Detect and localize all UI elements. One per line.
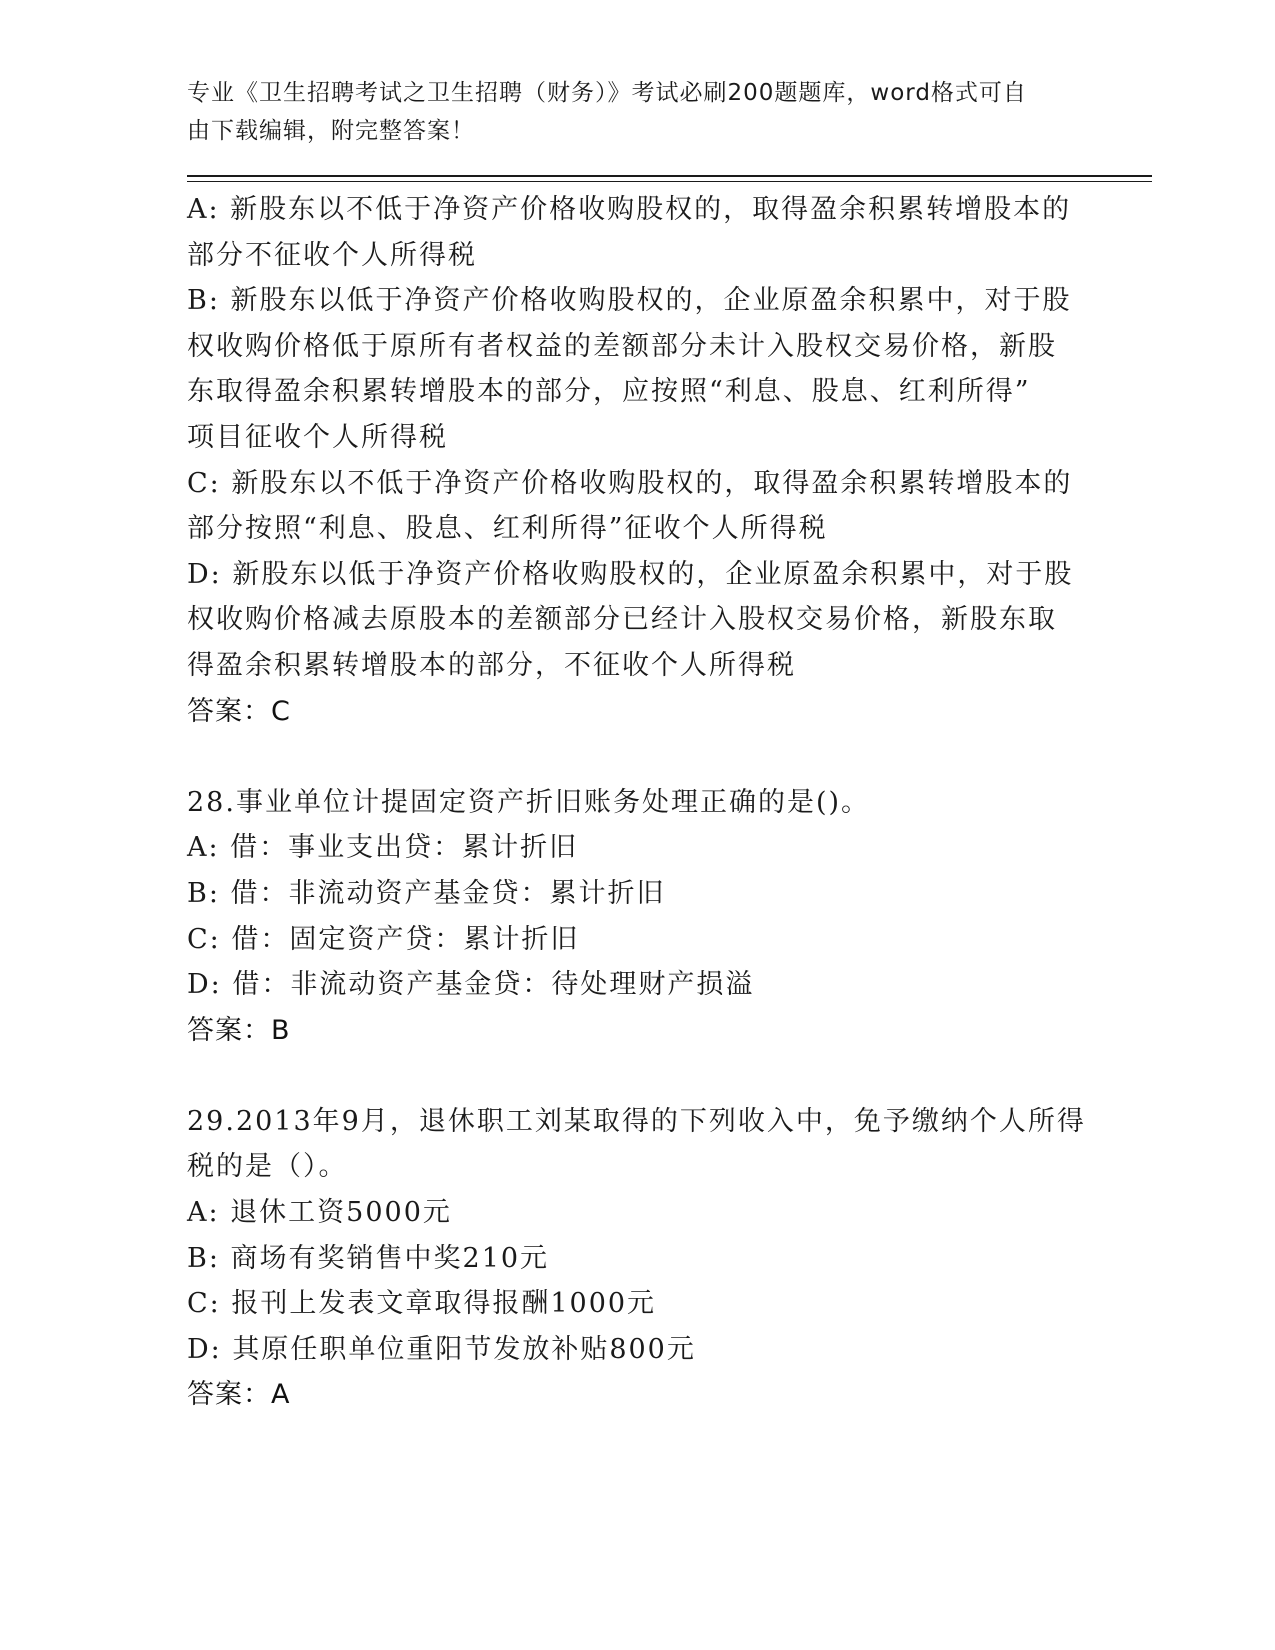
question-28 [187, 780, 1087, 1054]
option-b-line-1: B: 新股东以低于净资产价格收购股权的，企业原盈余积累中，对于股 [187, 285, 1072, 317]
option-a: A: 借：事业支出贷：累计折旧 [187, 832, 579, 864]
option-c-line-1: C: 新股东以不低于净资产价格收购股权的，取得盈余积累转增股本的 [187, 467, 1073, 499]
question-content [187, 187, 1087, 1418]
header-rule-thick [187, 175, 1152, 177]
document-header [187, 74, 1077, 150]
question-27 [187, 187, 1087, 734]
question-text-line-2: 税的是（）。 [187, 1151, 348, 1183]
answer: 答案：B [187, 1014, 291, 1046]
header-line-1: 专业《卫生招聘考试之卫生招聘（财务）》考试必刷200题题库，word格式可自 [187, 80, 1027, 106]
option-b-line-3: 东取得盈余积累转增股本的部分，应按照“利息、股息、红利所得” [187, 376, 1031, 408]
option-d-line-1: D: 新股东以低于净资产价格收购股权的，企业原盈余积累中，对于股 [187, 558, 1074, 590]
option-d: D: 其原任职单位重阳节发放补贴800元 [187, 1333, 696, 1365]
option-a: A: 退休工资5000元 [187, 1197, 452, 1229]
option-b: B: 商场有奖销售中奖210元 [187, 1242, 550, 1274]
option-a-line-2: 部分不征收个人所得税 [187, 239, 477, 271]
option-b [187, 278, 1087, 460]
option-d [187, 552, 1087, 689]
answer: 答案：C [187, 695, 291, 727]
header-line-2: 由下载编辑，附完整答案！ [187, 118, 475, 144]
spacer [187, 1053, 1087, 1099]
spacer [187, 734, 1087, 780]
option-c: C: 报刊上发表文章取得报酬1000元 [187, 1288, 657, 1320]
option-d-line-2: 权收购价格减去原股本的差额部分已经计入股权交易价格，新股东取 [187, 604, 1057, 636]
option-a [187, 187, 1087, 278]
question-29 [187, 1099, 1087, 1418]
option-c [187, 461, 1087, 552]
option-c-line-2: 部分按照“利息、股息、红利所得”征收个人所得税 [187, 513, 828, 545]
answer: 答案：A [187, 1379, 291, 1411]
question-text: 28.事业单位计提固定资产折旧账务处理正确的是()。 [187, 786, 871, 818]
option-d-line-3: 得盈余积累转增股本的部分，不征收个人所得税 [187, 649, 796, 681]
option-c: C: 借：固定资产贷：累计折旧 [187, 923, 580, 955]
header-rule-thin [187, 181, 1152, 182]
question-text-line-1: 29.2013年9月，退休职工刘某取得的下列收入中，免予缴纳个人所得 [187, 1105, 1086, 1137]
option-a-line-1: A: 新股东以不低于净资产价格收购股权的，取得盈余积累转增股本的 [187, 194, 1072, 225]
option-b-line-2: 权收购价格低于原所有者权益的差额部分未计入股权交易价格，新股 [187, 330, 1057, 362]
option-d: D: 借：非流动资产基金贷：待处理财产损溢 [187, 969, 755, 1001]
option-b-line-4: 项目征收个人所得税 [187, 421, 448, 453]
option-b: B: 借：非流动资产基金贷：累计折旧 [187, 877, 666, 909]
